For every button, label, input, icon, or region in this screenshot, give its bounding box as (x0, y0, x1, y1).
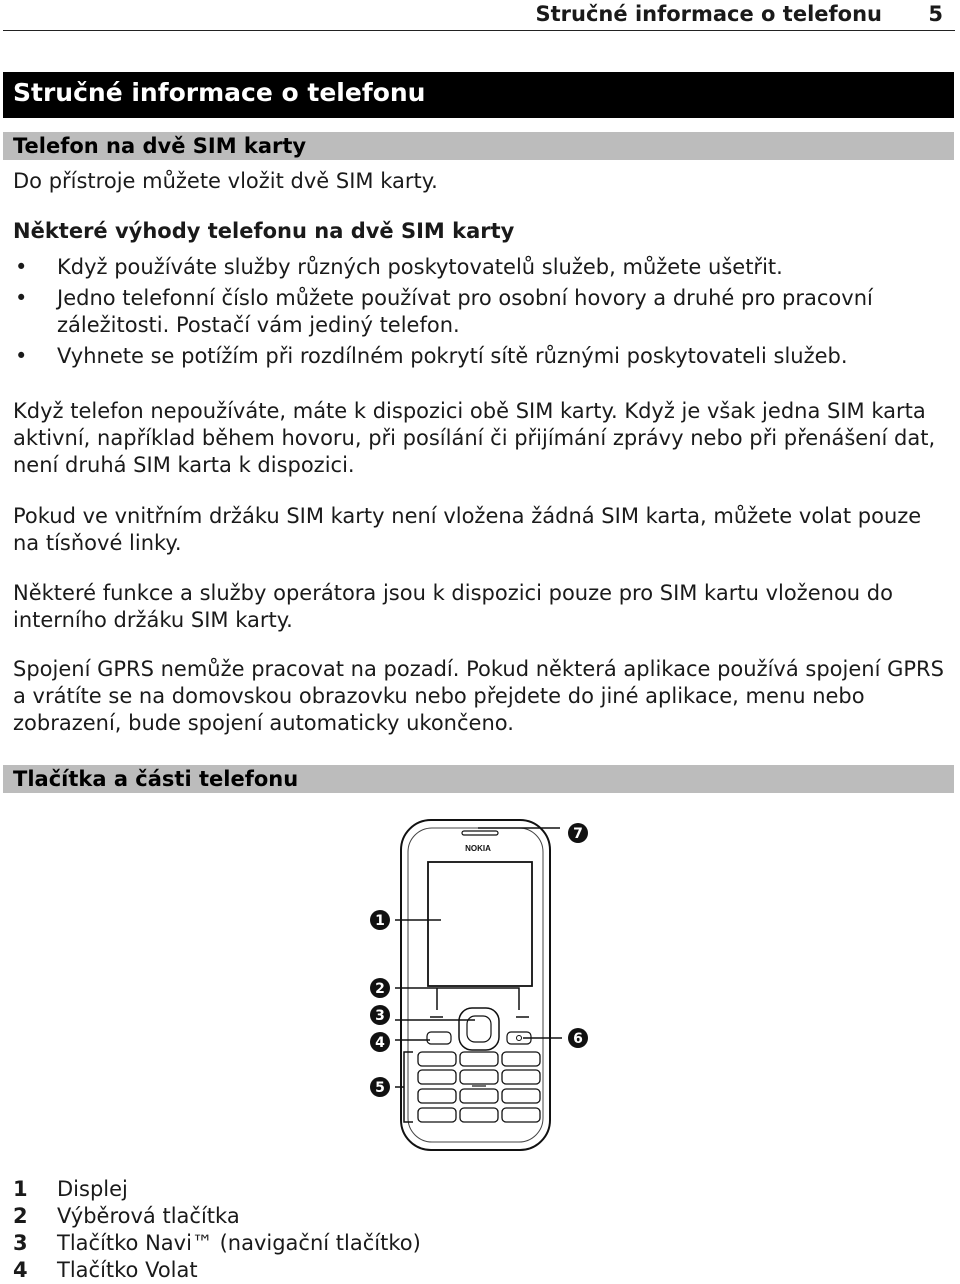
legend-item (13, 1203, 421, 1230)
legend-item (13, 1257, 421, 1284)
list-item (13, 343, 948, 370)
callout-6 (568, 1028, 588, 1048)
nokia-logo: NOKIA (465, 844, 491, 853)
section-title-bar-keys (3, 765, 954, 793)
bullet-icon: • (15, 286, 28, 310)
earpiece (462, 831, 498, 835)
legend-item (13, 1176, 421, 1203)
svg-text:3: 3 (375, 1008, 385, 1024)
running-header-title: Stručné informace o telefonu (535, 2, 882, 26)
svg-text:2: 2 (375, 981, 385, 997)
legend-label: Tlačítko Volat (57, 1258, 198, 1282)
svg-text:1: 1 (375, 913, 385, 929)
section-title-sim: Telefon na dvě SIM karty (13, 134, 307, 158)
svg-text:7: 7 (573, 826, 583, 842)
chapter-title-bar (3, 72, 954, 118)
callout-1 (370, 910, 390, 930)
bullet-text: Když používáte služby různých poskytovatelů služeb, můžete ušetřit. (57, 255, 783, 279)
display (428, 862, 532, 986)
legend-number: 4 (13, 1258, 28, 1282)
phone-diagram (360, 810, 600, 1170)
legend-item (13, 1230, 421, 1257)
chapter-title: Stručné informace o telefonu (13, 78, 426, 107)
callout-3 (370, 1005, 390, 1025)
list-item (13, 285, 948, 339)
svg-text:6: 6 (573, 1031, 583, 1047)
section-title-keys: Tlačítka a části telefonu (13, 767, 299, 791)
bullet-text: Jedno telefonní číslo můžete používat pro osobní hovory a druhé pro pracovní záležitosti. Postačí vám jediný telefon. (57, 286, 873, 337)
paragraph-emergency-calls: Pokud ve vnitřním držáku SIM karty není vložena žádná SIM karta, můžete volat pouze na tísňové linky. (13, 504, 922, 555)
running-header (3, 0, 955, 31)
paragraph-dual-sim-availability: Když telefon nepoužíváte, máte k dispozici obě SIM karty. Když je však jedna SIM karta aktivní, například během hovoru, při posílání či přijímání zprávy nebo při přenášení dat, není druhá SIM karta k dispozici. (13, 399, 936, 477)
advantages-list (13, 254, 948, 374)
callout-4 (370, 1032, 390, 1052)
parts-legend (13, 1176, 421, 1284)
paragraph-operator-services: Některé funkce a služby operátora jsou k dispozici pouze pro SIM kartu vloženou do interního držáku SIM karty. (13, 581, 893, 632)
callout-2 (370, 978, 390, 998)
list-item (13, 254, 948, 281)
callout-5 (370, 1077, 390, 1097)
call-key (427, 1032, 451, 1044)
svg-text:4: 4 (375, 1035, 385, 1051)
page-number: 5 (928, 2, 943, 26)
legend-number: 3 (13, 1231, 28, 1255)
bullet-text: Vyhnete se potížím při rozdílném pokrytí sítě různými poskytovateli služeb. (57, 344, 848, 368)
svg-text:5: 5 (375, 1080, 385, 1096)
legend-label: Displej (57, 1177, 128, 1201)
bullet-icon: • (15, 344, 28, 368)
legend-label: Tlačítko Navi™ (navigační tlačítko) (57, 1231, 421, 1255)
section-title-bar-sim (3, 132, 954, 160)
advantages-subheading: Některé výhody telefonu na dvě SIM karty (13, 219, 515, 243)
callout-7 (568, 823, 588, 843)
paragraph-gprs: Spojení GPRS nemůže pracovat na pozadí. Pokud některá aplikace používá spojení GPRS a vrátíte se na domovskou obrazovku nebo přejdete do jiné aplikace, menu nebo zobrazení, bude spojení automaticky ukončeno. (13, 657, 944, 735)
intro-paragraph: Do přístroje můžete vložit dvě SIM karty. (13, 169, 438, 193)
bullet-icon: • (15, 255, 28, 279)
legend-number: 2 (13, 1204, 28, 1228)
legend-label: Výběrová tlačítka (57, 1204, 240, 1228)
legend-number: 1 (13, 1177, 28, 1201)
